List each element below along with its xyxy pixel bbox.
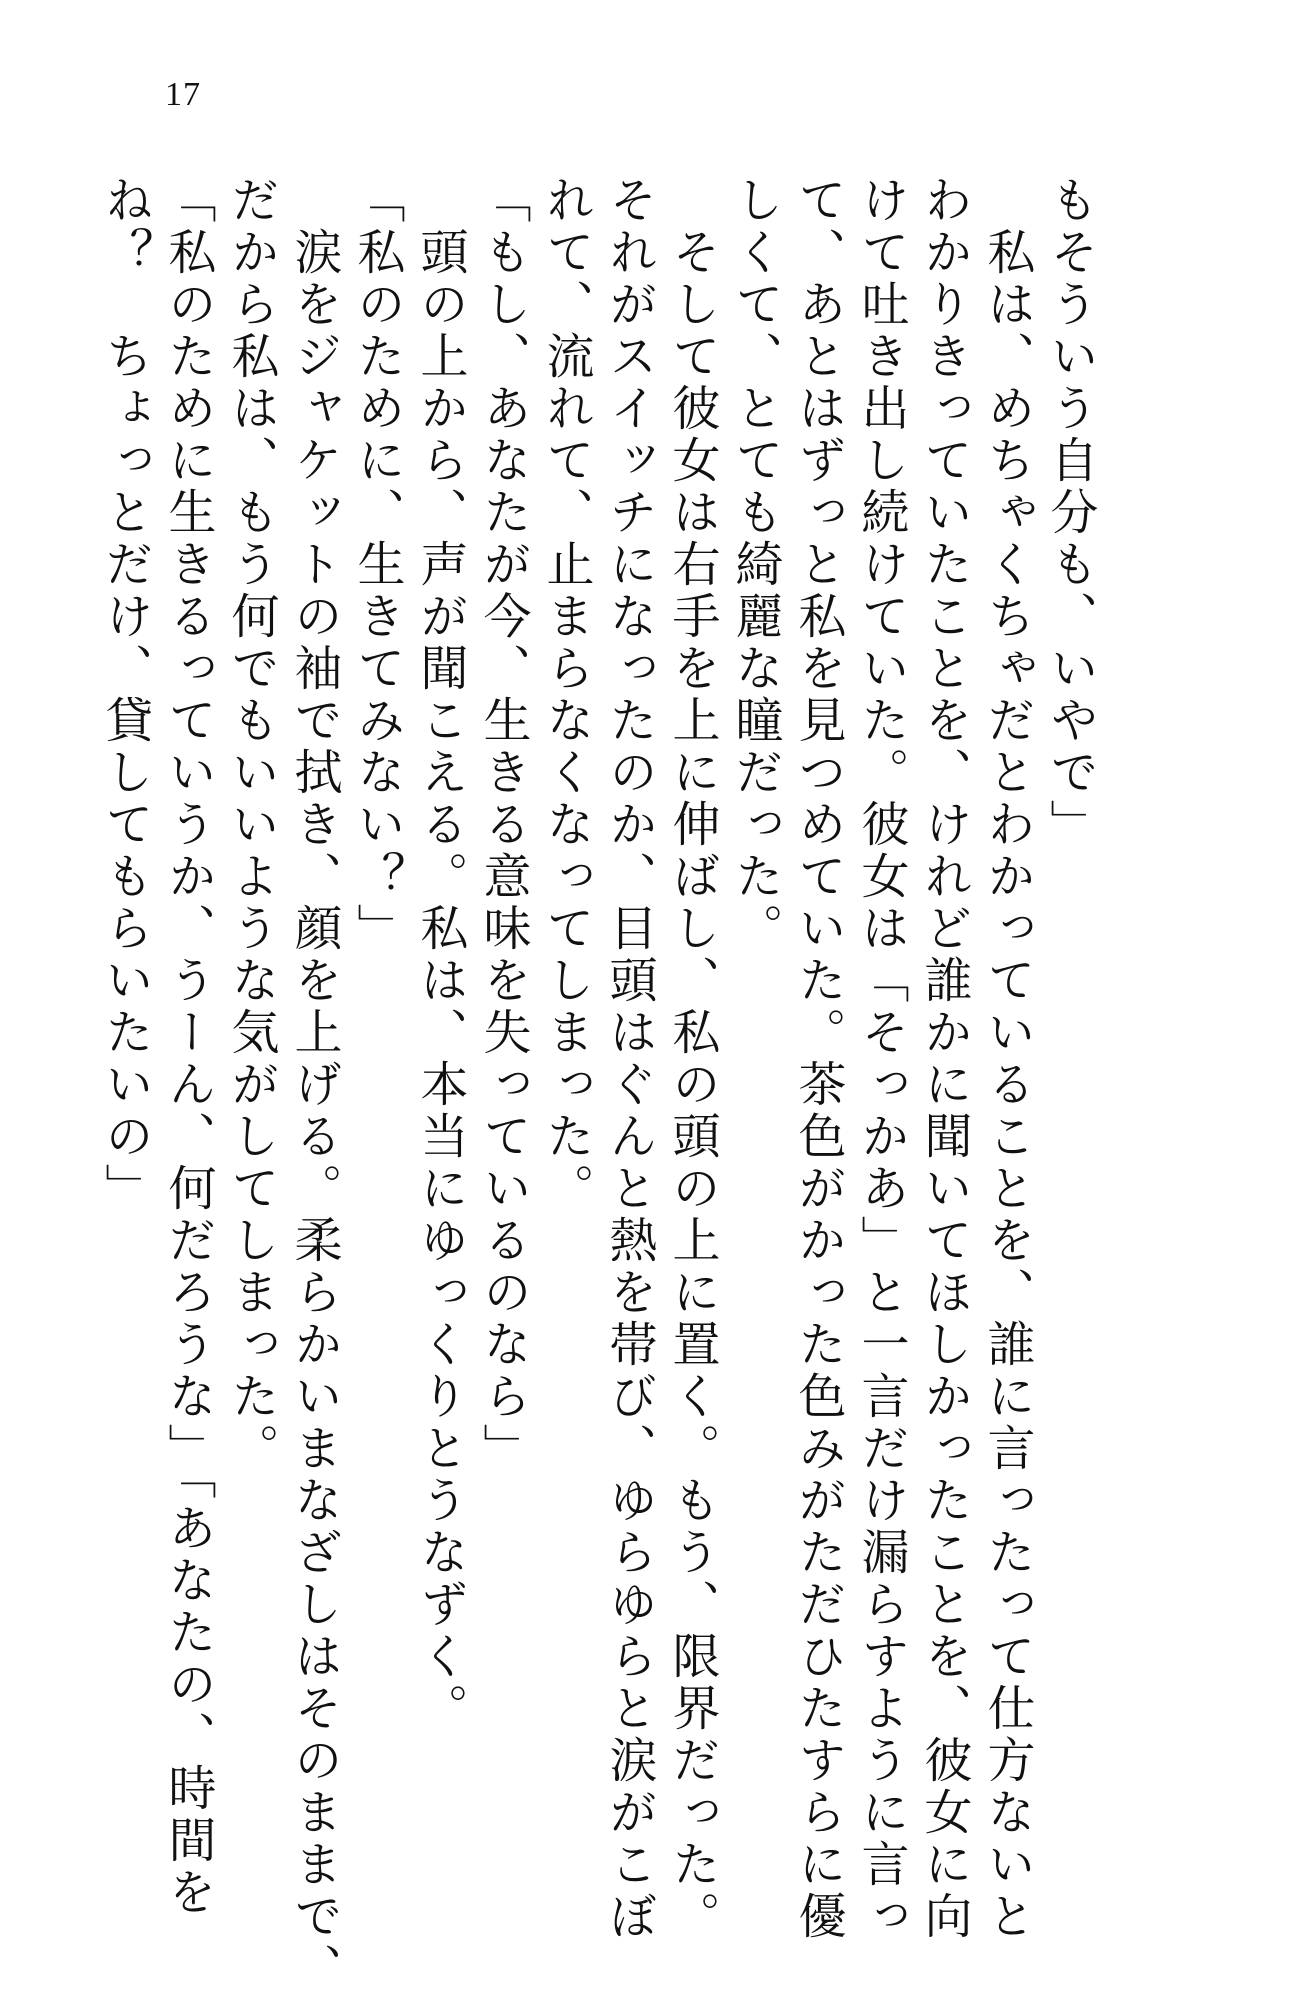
text-line: 「私のために、生きてみない？」	[349, 175, 405, 955]
text-line: 「もし、あなたが今、生きる意味を失っているのなら」	[475, 175, 531, 1475]
text-line: わかりきっていたことを、けれど誰かに聞いてほしかったことを、彼女に向	[916, 175, 972, 1943]
text-line: そして彼女は右手を上に伸ばし、私の頭の上に置く。もう、限界だった。	[664, 175, 720, 1943]
page-number: 17	[165, 76, 201, 113]
text-line: けて吐き出し続けていた。彼女は「そっかあ」と一言だけ漏らすように言っ	[853, 175, 909, 1943]
text-line: 涙をジャケットの袖で拭き、顔を上げる。柔らかいまなざしはそのままで、	[286, 175, 342, 1995]
text-line: ね？ ちょっとだけ、貸してもらいたいの」	[97, 175, 153, 1215]
text-line: それがスイッチになったのか、目頭はぐんと熱を帯び、ゆらゆらと涙がこぼ	[601, 175, 657, 1943]
text-line: れて、流れて、止まらなくなってしまった。	[538, 175, 594, 1215]
text-line: 「私のために生きるっていうか、うーん、何だろうな」「あなたの、時間を	[160, 175, 216, 1919]
vertical-text-body	[93, 175, 1101, 1995]
text-line: だから私は、もう何でもいいような気がしてしまった。	[223, 175, 279, 1475]
text-line: 私は、めちゃくちゃだとわかっていることを、誰に言ったって仕方ないと	[979, 175, 1035, 1943]
text-line: て、あとはずっと私を見つめていた。茶色がかった色みがただひたすらに優	[790, 175, 846, 1943]
text-line: もそういう自分も、いやで」	[1042, 175, 1098, 851]
text-line: しくて、とても綺麗な瞳だった。	[727, 175, 783, 955]
text-line: 頭の上から、声が聞こえる。私は、本当にゆっくりとうなずく。	[412, 175, 468, 1735]
